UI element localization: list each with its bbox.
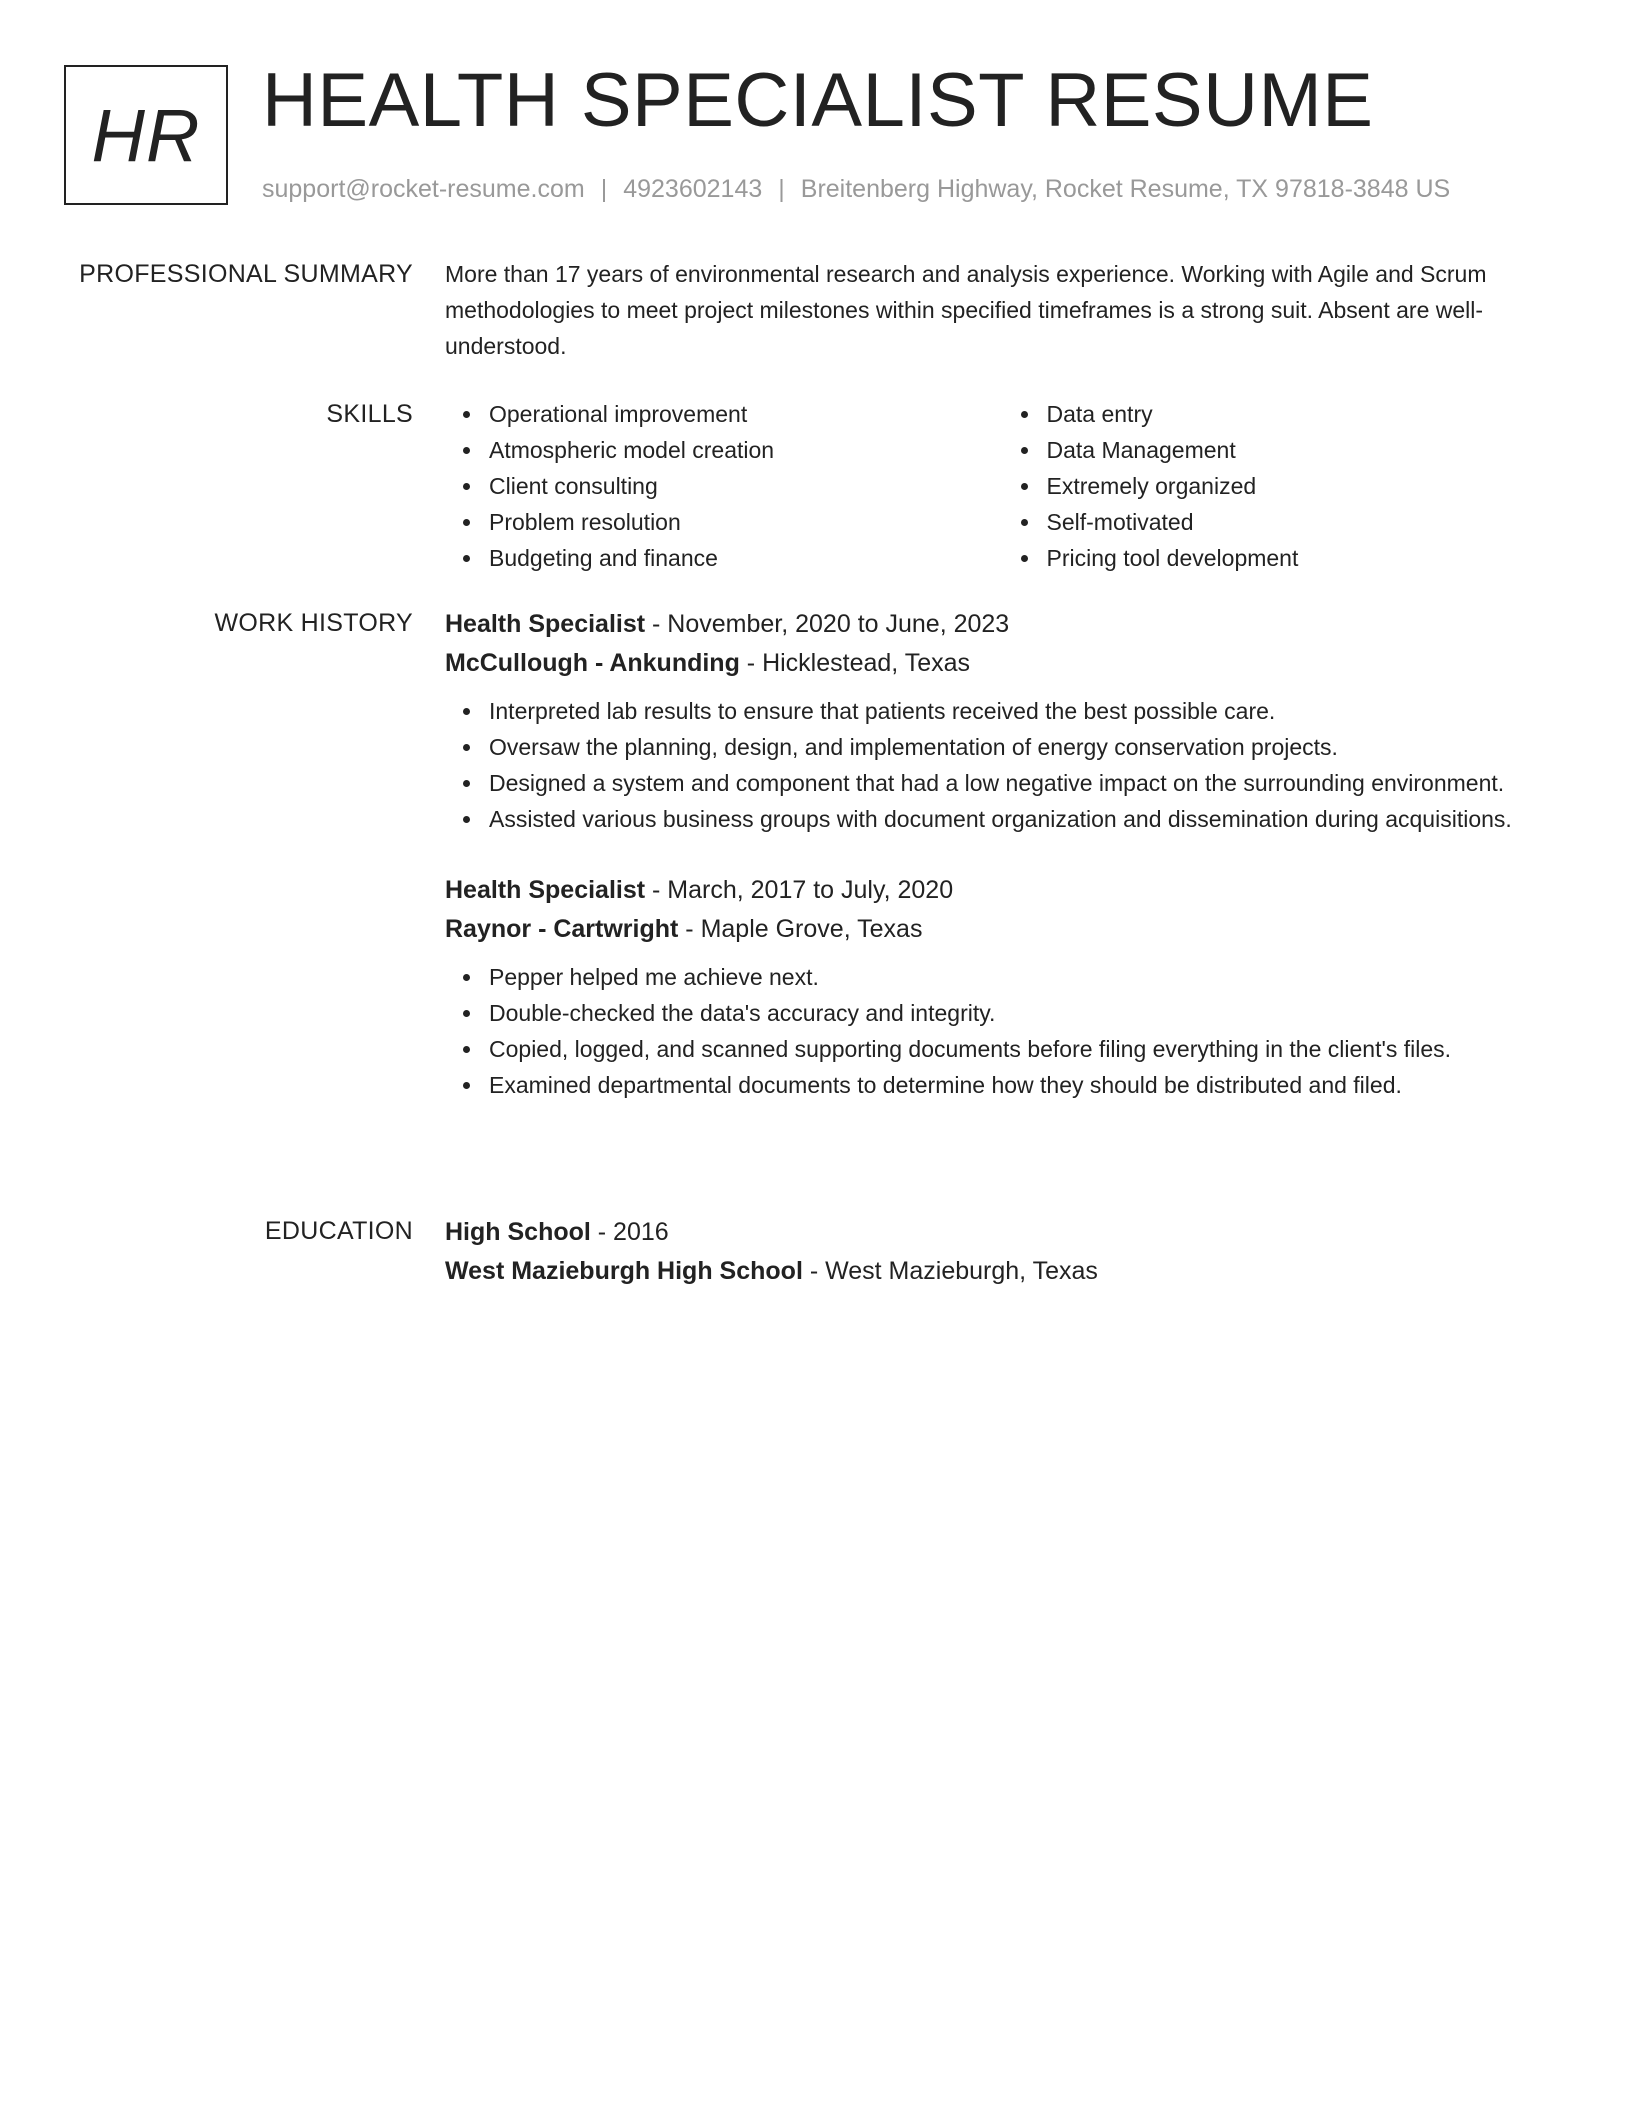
contact-separator: | bbox=[778, 175, 785, 203]
education-degree: High School bbox=[445, 1218, 591, 1246]
duty-item: Designed a system and component that had a low negative impact on the surrounding environment. bbox=[489, 765, 1560, 801]
monogram-box bbox=[64, 65, 228, 205]
contact-separator: | bbox=[600, 175, 608, 203]
job-company-line bbox=[445, 910, 1560, 949]
duty-item: Examined departmental documents to determine how they should be distributed and filed. bbox=[489, 1067, 1560, 1103]
job-location: - Hicklestead, Texas bbox=[739, 649, 971, 677]
summary-heading: PROFESSIONAL SUMMARY bbox=[79, 260, 413, 288]
education-heading: EDUCATION bbox=[264, 1217, 413, 1245]
job-title-line bbox=[445, 871, 1560, 910]
skills-list-left bbox=[445, 396, 1003, 576]
job-location: - Maple Grove, Texas bbox=[678, 915, 923, 943]
resume-title: HEALTH SPECIALIST RESUME bbox=[262, 58, 1374, 143]
job-entry bbox=[445, 605, 1560, 837]
skills-body bbox=[445, 396, 1560, 576]
duty-item: Interpreted lab results to ensure that patients received the best possible care. bbox=[489, 693, 1560, 729]
job-company-line bbox=[445, 644, 1560, 683]
job-dates: - March, 2017 to July, 2020 bbox=[645, 876, 954, 904]
job-entry bbox=[445, 871, 1560, 1103]
skill-item: Pricing tool development bbox=[1047, 540, 1561, 576]
duty-item: Double-checked the data's accuracy and integrity. bbox=[489, 995, 1560, 1031]
skill-item: Self-motivated bbox=[1047, 504, 1561, 540]
job-title: Health Specialist bbox=[445, 610, 646, 638]
summary-text: More than 17 years of environmental research and analysis experience. Working with Agile and Scrum methodologies to meet project milestones within specified timeframes is a strong suit. Absent are well-understood. bbox=[445, 261, 1487, 359]
contact-line bbox=[262, 172, 1450, 206]
education-degree-line bbox=[445, 1213, 1560, 1252]
job-duties bbox=[445, 959, 1560, 1103]
duty-item: Oversaw the planning, design, and implementation of energy conservation projects. bbox=[489, 729, 1560, 765]
education-school: West Mazieburgh High School bbox=[445, 1257, 803, 1285]
contact-address: Breitenberg Highway, Rocket Resume, TX 97818-3848 US bbox=[800, 175, 1451, 203]
education-body bbox=[445, 1213, 1560, 1291]
job-dates: - November, 2020 to June, 2023 bbox=[645, 610, 1010, 638]
contact-email[interactable]: support@rocket-resume.com bbox=[262, 175, 585, 203]
duty-item: Pepper helped me achieve next. bbox=[489, 959, 1560, 995]
skill-item: Client consulting bbox=[489, 468, 1003, 504]
skill-item: Data Management bbox=[1047, 432, 1561, 468]
job-title-line bbox=[445, 605, 1560, 644]
skill-item: Problem resolution bbox=[489, 504, 1003, 540]
contact-phone[interactable]: 4923602143 bbox=[623, 175, 763, 203]
education-location: - West Mazieburgh, Texas bbox=[802, 1257, 1098, 1285]
skill-item: Extremely organized bbox=[1047, 468, 1561, 504]
summary-body bbox=[445, 256, 1560, 364]
skill-item: Budgeting and finance bbox=[489, 540, 1003, 576]
job-duties bbox=[445, 693, 1560, 837]
skill-item: Atmospheric model creation bbox=[489, 432, 1003, 468]
job-title: Health Specialist bbox=[445, 876, 646, 904]
monogram-initials: HR bbox=[91, 93, 201, 177]
duty-item: Copied, logged, and scanned supporting documents before filing everything in the client's files. bbox=[489, 1031, 1560, 1067]
education-school-line bbox=[445, 1252, 1560, 1291]
skill-item: Data entry bbox=[1047, 396, 1561, 432]
job-company: McCullough - Ankunding bbox=[445, 649, 740, 677]
skills-heading: SKILLS bbox=[326, 400, 413, 428]
skills-columns bbox=[445, 396, 1560, 576]
skill-item: Operational improvement bbox=[489, 396, 1003, 432]
job-company: Raynor - Cartwright bbox=[445, 915, 679, 943]
skills-list-right bbox=[1003, 396, 1561, 576]
duty-item: Assisted various business groups with document organization and dissemination during acquisitions. bbox=[489, 801, 1560, 837]
education-year: - 2016 bbox=[590, 1218, 669, 1246]
work-heading: WORK HISTORY bbox=[214, 609, 413, 637]
work-body bbox=[445, 605, 1560, 1103]
